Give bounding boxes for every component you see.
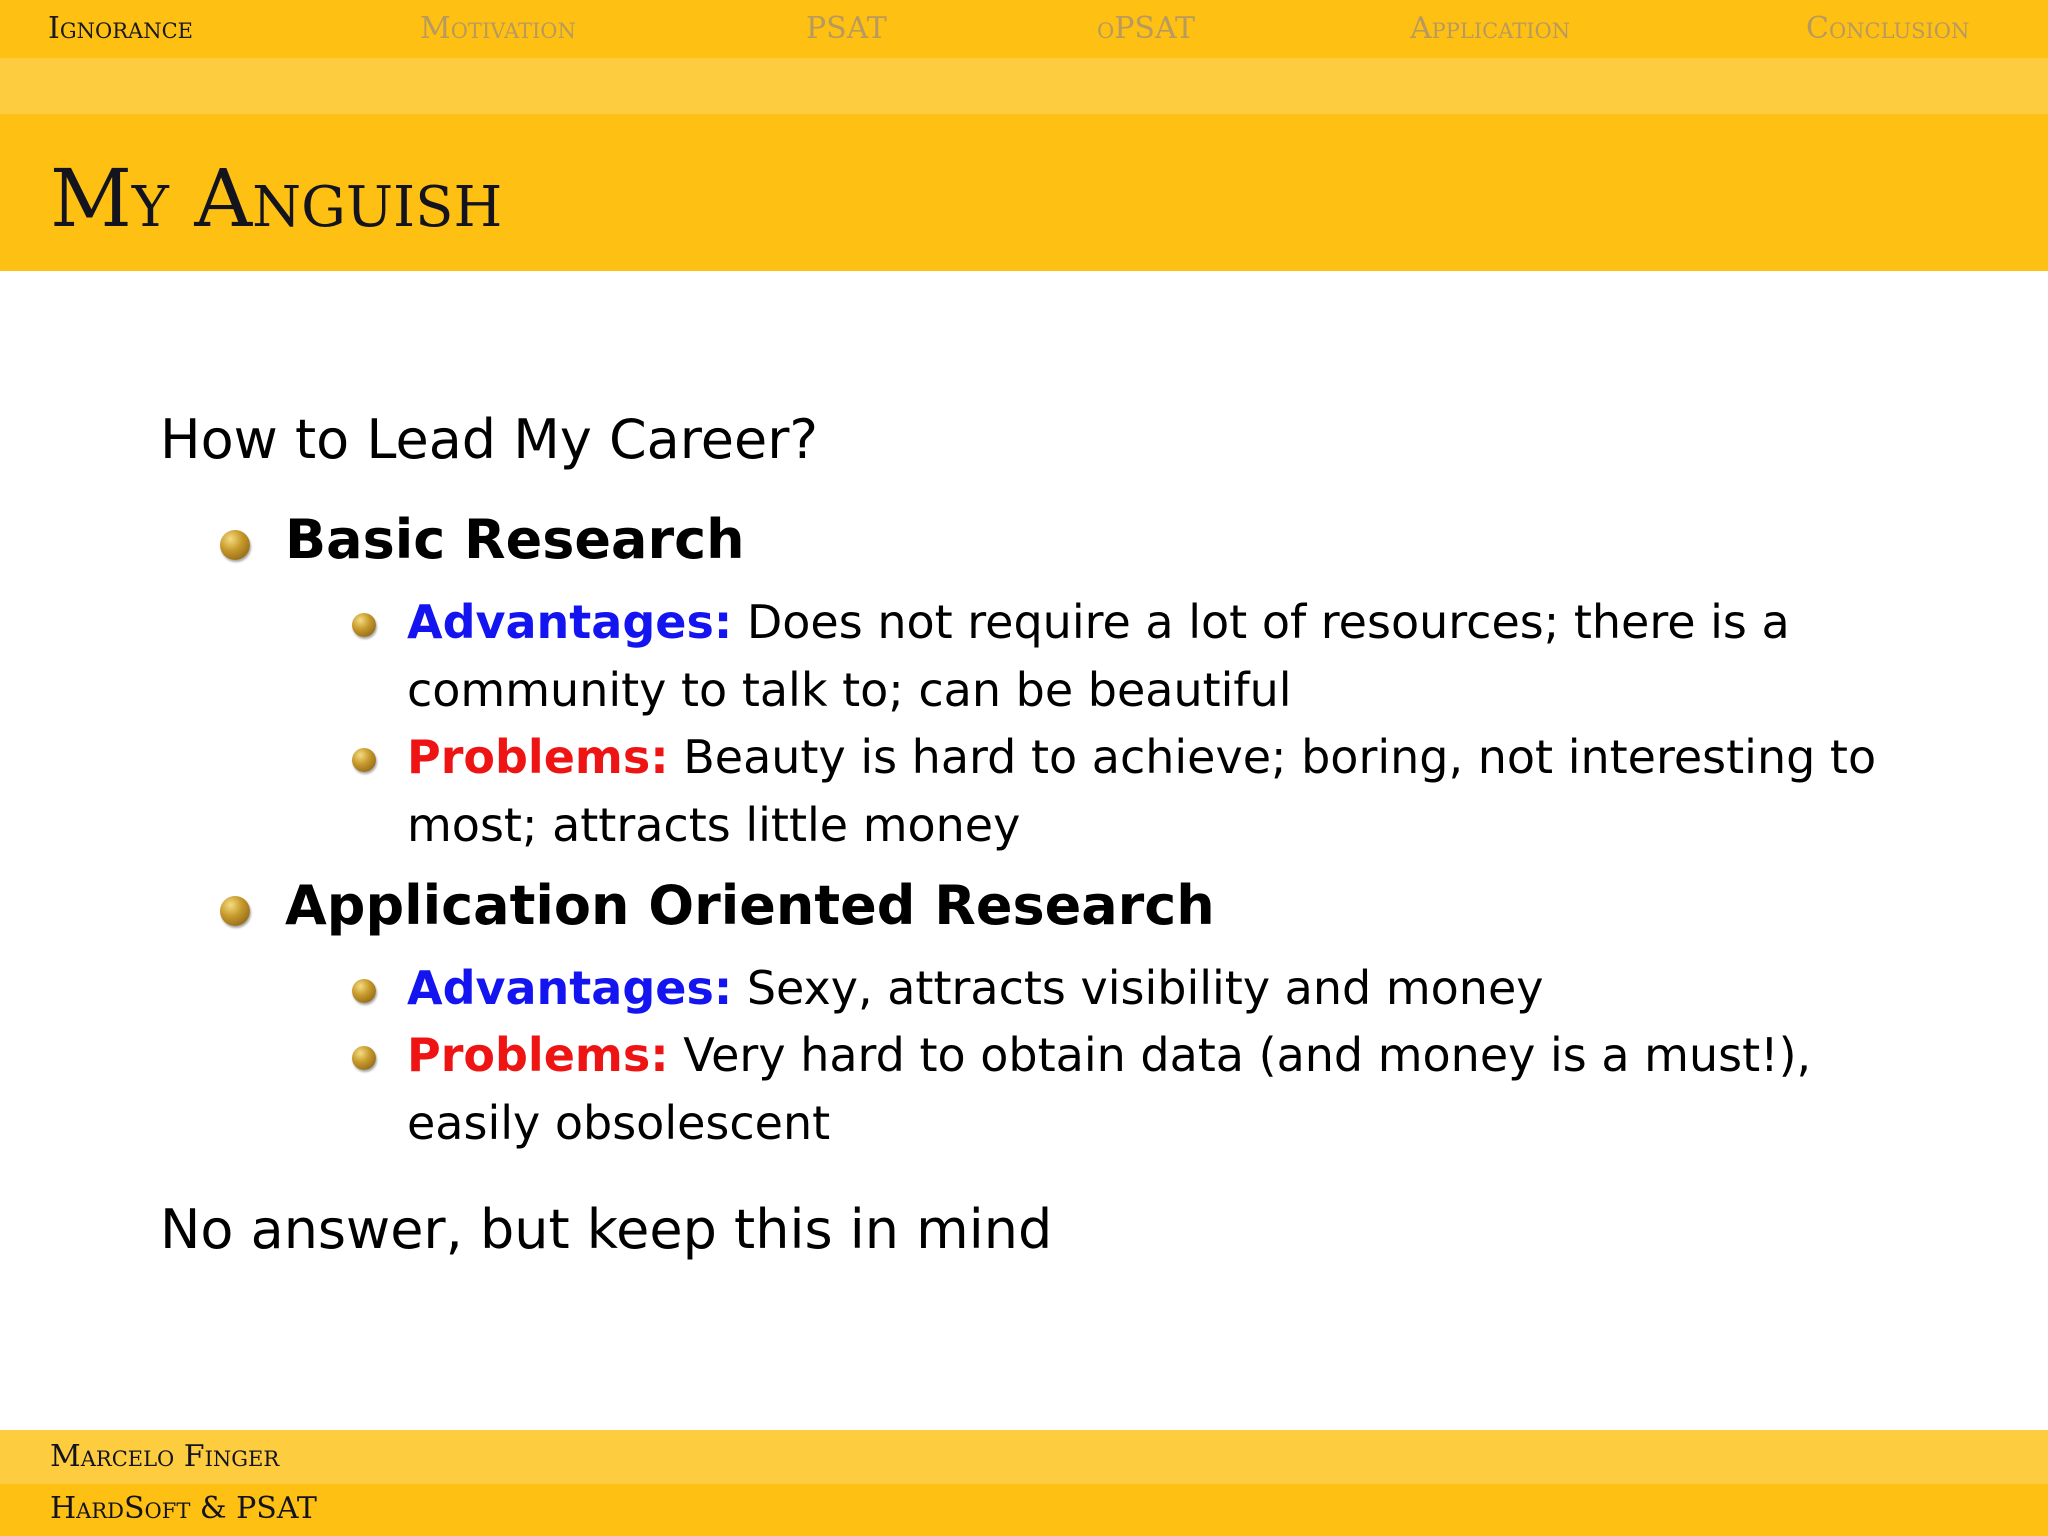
nav-item-opsat[interactable]: oPSAT [1097, 11, 1195, 46]
bullet-icon [352, 613, 376, 637]
list-item-problems [407, 723, 1877, 859]
nav-item-psat[interactable]: PSAT [806, 11, 887, 46]
problems-label: Problems: [407, 730, 669, 784]
topic-title-application-research: Application Oriented Research [285, 874, 1215, 937]
nav-item-application[interactable]: Application [1410, 11, 1571, 46]
nav-item-conclusion[interactable]: Conclusion [1806, 11, 1970, 46]
bullet-icon [220, 530, 250, 560]
advantages-label: Advantages: [407, 961, 733, 1015]
nav-item-ignorance[interactable]: Ignorance [48, 11, 193, 46]
bullet-icon [220, 896, 250, 926]
subsection-bar [0, 58, 2048, 114]
footer-author: Marcelo Finger [50, 1439, 280, 1474]
problems-label: Problems: [407, 1028, 669, 1082]
bullet-icon [352, 1046, 376, 1070]
problems-text: Very hard to obtain data (and money is a must!), easily obsolescent [407, 1028, 1812, 1150]
section-navigation [0, 0, 2048, 58]
footer-title-bar [0, 1484, 2048, 1536]
list-item-advantages [407, 954, 1877, 1022]
advantages-text: Does not require a lot of resources; there is a community to talk to; can be beautiful [407, 595, 1790, 717]
closing-remark: No answer, but keep this in mind [160, 1198, 1053, 1261]
bullet-icon [352, 979, 376, 1003]
frame-title: My Anguish [50, 152, 503, 245]
bullet-icon [352, 748, 376, 772]
advantages-label: Advantages: [407, 595, 733, 649]
footer-short-title: HardSoft & PSAT [50, 1491, 317, 1526]
lead-question: How to Lead My Career? [160, 408, 819, 471]
nav-item-motivation[interactable]: Motivation [420, 11, 576, 46]
frame-title-bar [0, 114, 2048, 271]
list-item-problems [407, 1021, 1877, 1157]
footer-author-bar [0, 1430, 2048, 1484]
problems-text: Beauty is hard to achieve; boring, not interesting to most; attracts little money [407, 730, 1877, 852]
list-item-advantages [407, 588, 1877, 724]
topic-title-basic-research: Basic Research [285, 508, 745, 571]
advantages-text: Sexy, attracts visibility and money [746, 961, 1544, 1015]
